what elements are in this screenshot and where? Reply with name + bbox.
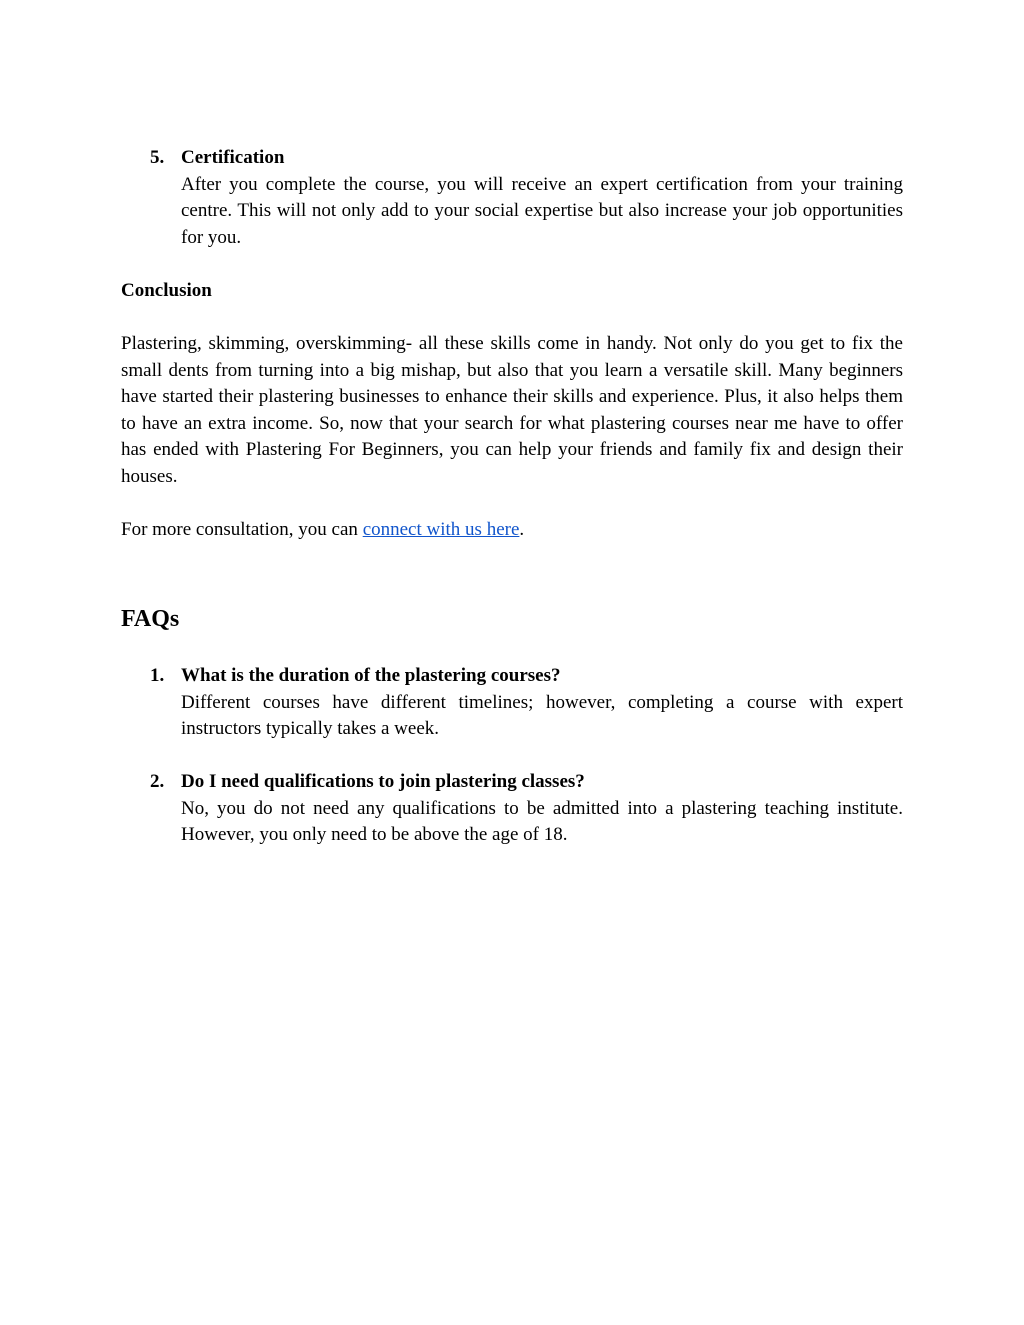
connect-link[interactable]: connect with us here bbox=[362, 518, 520, 540]
consultation-line bbox=[121, 517, 903, 544]
faq-answer: No, you do not need any qualifications to be admitted into a plastering teaching institute. However, you only need to be above the age of 18. bbox=[181, 797, 903, 846]
faq-question: What is the duration of the plastering courses? bbox=[181, 665, 561, 687]
item-body: After you complete the course, you will receive an expert certification from your training centre. This will not only add to your social expertise but also increase your job opportunities for you. bbox=[181, 173, 903, 248]
consult-suffix: . bbox=[519, 518, 525, 540]
faq-item bbox=[121, 663, 903, 743]
consult-prefix: For more consultation, you can bbox=[121, 518, 363, 540]
conclusion-heading: Conclusion bbox=[121, 280, 212, 302]
list-number: 5. bbox=[150, 147, 165, 168]
conclusion-paragraph: Plastering, skimming, overskimming- all these skills come in handy. Not only do you get to fix the small dents from turning into a big mishap, but also that you learn a versatile skill. Many beginners have started their plastering businesses to enhance their skills and experience. Plus, it also helps them to have an extra income. So, now that your search for what plastering courses near me have to offer has ended with Plastering For Beginners, you can help your friends and family fix and design their houses. bbox=[121, 332, 903, 487]
faq-list bbox=[121, 663, 903, 849]
faq-item bbox=[121, 769, 903, 849]
faq-answer: Different courses have different timelines; however, completing a course with expert instructors typically takes a week. bbox=[181, 691, 903, 740]
item-title: Certification bbox=[181, 147, 285, 168]
faqs-heading: FAQs bbox=[121, 606, 180, 633]
document-page bbox=[121, 145, 903, 849]
list-number: 2. bbox=[150, 770, 165, 792]
list-number: 1. bbox=[150, 665, 165, 687]
list-item-certification bbox=[121, 145, 903, 251]
faq-question: Do I need qualifications to join plastering classes? bbox=[181, 770, 585, 792]
